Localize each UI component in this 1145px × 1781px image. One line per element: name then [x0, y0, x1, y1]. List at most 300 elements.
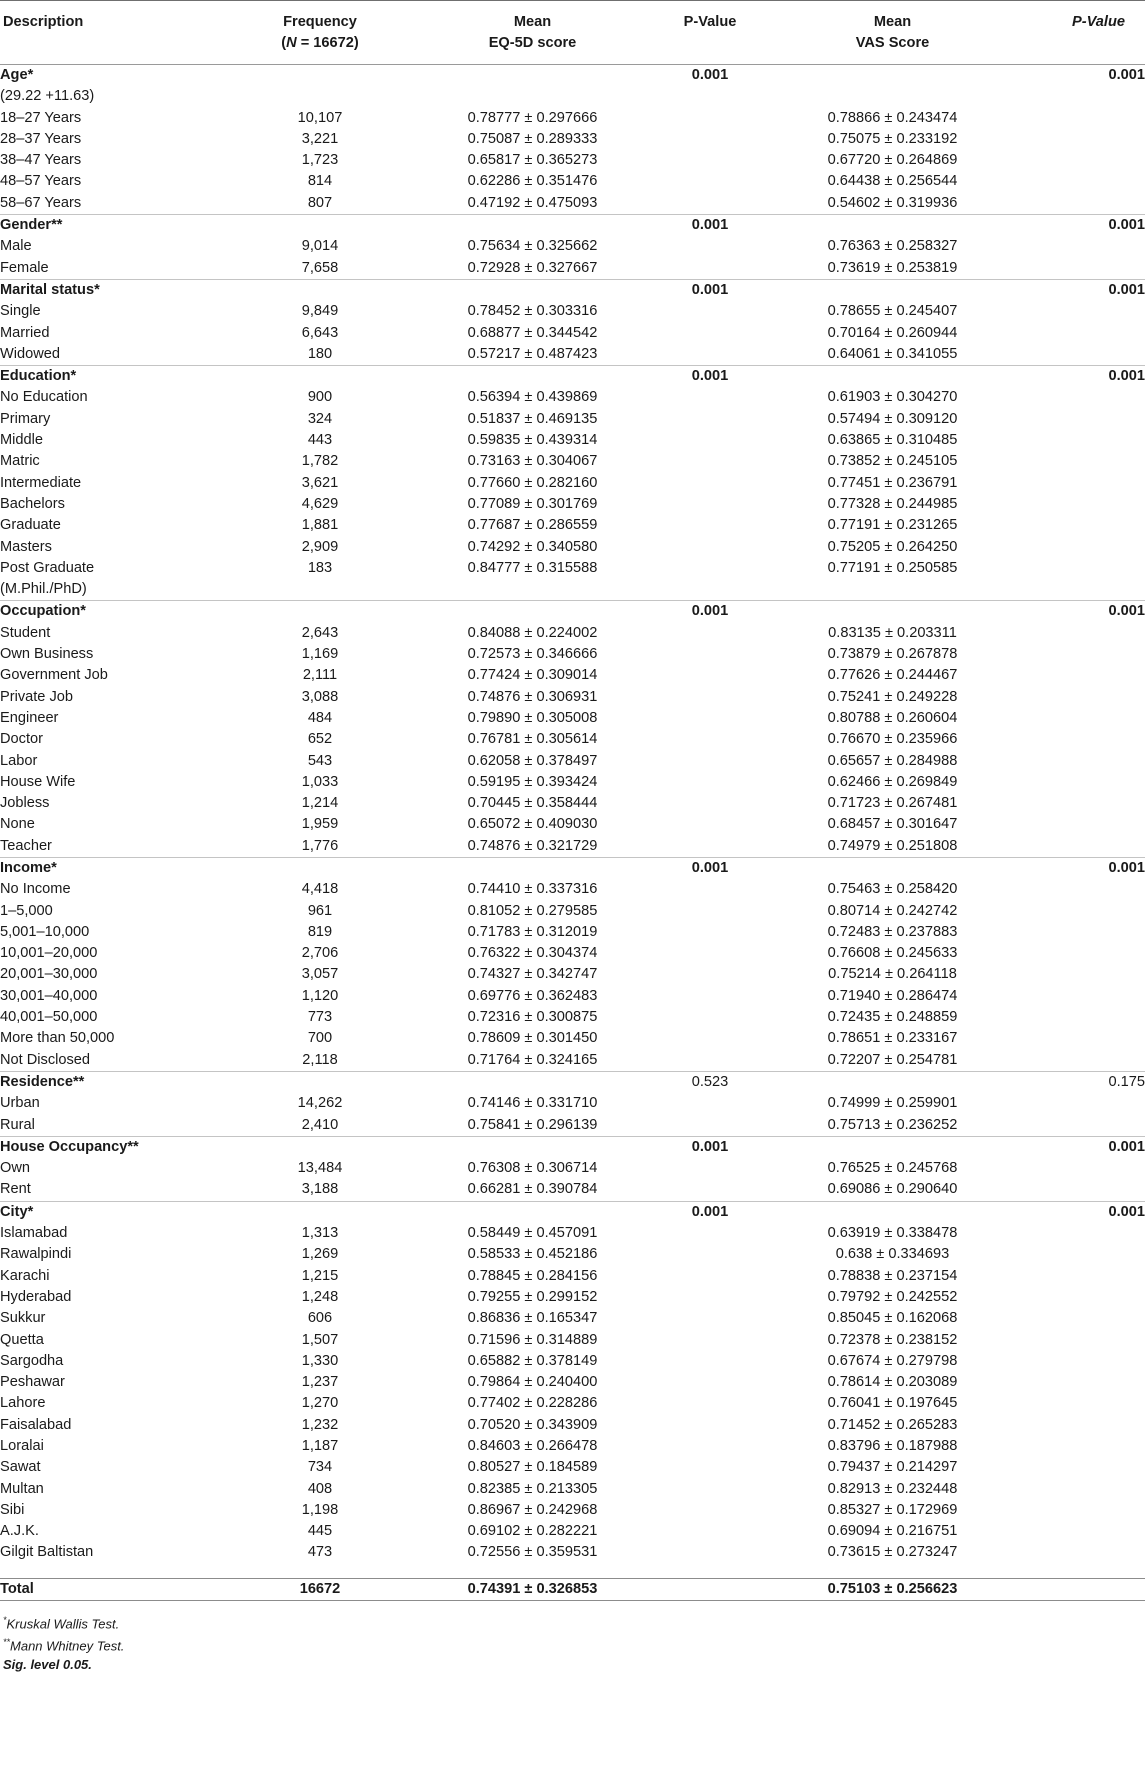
- row-frequency: 773: [307, 1009, 333, 1026]
- row-pvalue-empty: [650, 708, 770, 729]
- row-vas-mean: 0.72483 ± 0.237883: [827, 923, 958, 940]
- row-frequency: 1,507: [301, 1331, 339, 1348]
- spacer-row: [0, 1564, 1145, 1579]
- row-eq5d-mean: 0.69102 ± 0.282221: [467, 1523, 598, 1540]
- row-frequency: 324: [307, 410, 333, 427]
- row-frequency: 1,198: [301, 1501, 339, 1518]
- row-vas-mean: 0.67674 ± 0.279798: [827, 1352, 958, 1369]
- row-vas-mean: 0.63919 ± 0.338478: [827, 1225, 958, 1242]
- row-vas-mean: 0.76363 ± 0.258327: [827, 238, 958, 255]
- row-pvalue-empty: [1015, 344, 1145, 366]
- row-vas-mean: 0.76041 ± 0.197645: [827, 1395, 958, 1412]
- row-frequency: 14,262: [297, 1095, 343, 1112]
- row-frequency: 2,111: [302, 667, 338, 684]
- row-pvalue-empty: [650, 579, 770, 601]
- total-empty-cell: [650, 1578, 770, 1600]
- row-description: Graduate: [0, 517, 61, 534]
- table-row: [0, 1457, 1145, 1478]
- row-pvalue-empty: [1015, 986, 1145, 1007]
- row-description: More than 50,000: [0, 1030, 115, 1047]
- row-pvalue-empty: [650, 537, 770, 558]
- table-row: [0, 901, 1145, 922]
- group-empty-cell: [415, 1136, 650, 1158]
- row-eq5d-mean: 0.78452 ± 0.303316: [467, 303, 598, 320]
- row-pvalue-empty: [650, 344, 770, 366]
- row-vas-mean: 0.69086 ± 0.290640: [827, 1181, 958, 1198]
- row-eq5d-mean: 0.77402 ± 0.228286: [467, 1395, 598, 1412]
- row-vas-mean: 0.85327 ± 0.172969: [827, 1501, 958, 1518]
- row-pvalue-empty: [1015, 537, 1145, 558]
- row-vas-mean: 0.70164 ± 0.260944: [827, 324, 958, 341]
- row-pvalue-empty: [1015, 1158, 1145, 1179]
- total-frequency: 16672: [225, 1578, 415, 1600]
- spacer-cell: [225, 1564, 415, 1579]
- row-vas-mean: 0.80788 ± 0.260604: [827, 709, 958, 726]
- row-description: (M.Phil./PhD): [0, 581, 87, 598]
- row-description: Rent: [0, 1181, 31, 1198]
- row-eq5d-mean: 0.78777 ± 0.297666: [467, 109, 598, 126]
- table-row: [0, 323, 1145, 344]
- row-eq5d-mean: 0.84603 ± 0.266478: [467, 1438, 598, 1454]
- row-eq5d-mean: 0.75841 ± 0.296139: [467, 1116, 598, 1133]
- group-name: [0, 366, 225, 388]
- row-eq5d-mean: 0.62058 ± 0.378497: [467, 752, 598, 769]
- row-pvalue-empty: [1015, 644, 1145, 665]
- row-description: Middle: [0, 432, 43, 449]
- row-description: Single: [0, 303, 41, 320]
- row-eq5d-mean: 0.79255 ± 0.299152: [467, 1288, 598, 1305]
- group-empty-cell: [415, 601, 650, 623]
- row-frequency: 1,033: [301, 773, 339, 790]
- row-frequency: 1,881: [301, 517, 339, 534]
- row-vas-mean: 0.74979 ± 0.251808: [827, 837, 958, 854]
- row-pvalue-empty: [650, 1223, 770, 1244]
- footnote-mann: **Mann Whitney Test.: [3, 1637, 125, 1654]
- row-frequency: 1,782: [301, 453, 339, 470]
- row-eq5d-mean: 0.74876 ± 0.306931: [467, 688, 598, 705]
- table-row: [0, 964, 1145, 985]
- row-pvalue-empty: [1015, 1500, 1145, 1521]
- row-pvalue-empty: [650, 665, 770, 686]
- row-pvalue-empty: [1015, 772, 1145, 793]
- group-empty-cell: [415, 366, 650, 388]
- row-description: Primary: [0, 410, 51, 427]
- row-description: Married: [0, 324, 50, 341]
- row-description: 20,001–30,000: [0, 966, 98, 983]
- row-eq5d-mean: 0.71783 ± 0.312019: [467, 923, 598, 940]
- row-pvalue-empty: [650, 409, 770, 430]
- row-pvalue-empty: [1015, 1372, 1145, 1393]
- row-vas-mean: 0.78838 ± 0.237154: [827, 1267, 958, 1284]
- row-frequency: 543: [307, 752, 333, 769]
- row-frequency: 1,248: [301, 1288, 339, 1305]
- spacer-cell: [650, 1564, 770, 1579]
- row-description: Engineer: [0, 709, 59, 726]
- row-frequency: 1,313: [301, 1225, 339, 1242]
- row-description: 1–5,000: [0, 902, 53, 919]
- group-header-row: [0, 1071, 1145, 1093]
- total-eq5d: 0.74391 ± 0.326853: [415, 1578, 650, 1600]
- row-vas-mean: 0.63865 ± 0.310485: [827, 432, 958, 449]
- row-vas-mean: 0.72207 ± 0.254781: [827, 1051, 958, 1068]
- table-row: [0, 943, 1145, 964]
- row-pvalue-empty: [650, 1115, 770, 1137]
- row-pvalue-empty: [1015, 1287, 1145, 1308]
- group-header-row: [0, 215, 1145, 237]
- row-pvalue-empty: [1015, 108, 1145, 129]
- row-frequency: 2,706: [301, 945, 339, 962]
- group-empty-cell: [415, 215, 650, 237]
- row-pvalue-empty: [650, 1007, 770, 1028]
- group-header-row: [0, 601, 1145, 623]
- row-pvalue-empty: [1015, 879, 1145, 900]
- row-eq5d-mean: 0.51837 ± 0.469135: [467, 410, 598, 427]
- col-eq5d-header: [415, 1, 650, 65]
- row-frequency: 814: [307, 173, 333, 190]
- row-frequency: 1,270: [301, 1395, 339, 1412]
- footnote-kruskal: *Kruskal Wallis Test.: [3, 1615, 120, 1632]
- row-frequency: 2,410: [301, 1116, 339, 1133]
- eq5d-header-line2: EQ-5D score: [488, 35, 577, 51]
- group-pvalue-vas: 0.001: [1015, 366, 1145, 388]
- table-row: [0, 129, 1145, 150]
- row-pvalue-empty: [1015, 558, 1145, 579]
- row-pvalue-empty: [650, 964, 770, 985]
- group-label: House Occupancy**: [0, 1138, 139, 1155]
- row-pvalue-empty: [650, 301, 770, 322]
- table-header-row: [0, 1, 1145, 65]
- footnotes: [3, 1611, 124, 1674]
- row-pvalue-empty: [650, 1479, 770, 1500]
- row-vas-mean: 0.78866 ± 0.243474: [827, 109, 958, 126]
- row-pvalue-empty: [1015, 258, 1145, 280]
- row-pvalue-empty: [650, 387, 770, 408]
- row-eq5d-mean: 0.69776 ± 0.362483: [467, 987, 598, 1004]
- row-description: Sargodha: [0, 1352, 64, 1369]
- group-label: Gender**: [0, 217, 63, 234]
- table-row: [0, 515, 1145, 536]
- group-empty-cell: [225, 601, 415, 623]
- table-row: [0, 836, 1145, 858]
- row-eq5d-mean: 0.74292 ± 0.340580: [467, 538, 598, 555]
- spacer-cell: [770, 1564, 1015, 1579]
- row-pvalue-empty: [1015, 687, 1145, 708]
- row-frequency: 10,107: [297, 109, 343, 126]
- row-vas-mean: 0.73852 ± 0.245105: [827, 453, 958, 470]
- row-frequency: 445: [307, 1523, 333, 1540]
- row-pvalue-empty: [1015, 579, 1145, 601]
- row-vas-mean: 0.61903 ± 0.304270: [827, 389, 958, 406]
- col-frequency-header: [225, 1, 415, 65]
- row-pvalue-empty: [650, 751, 770, 772]
- row-frequency: 1,237: [301, 1374, 339, 1391]
- row-description: Islamabad: [0, 1225, 68, 1242]
- row-pvalue-empty: [1015, 1436, 1145, 1457]
- row-pvalue-empty: [650, 836, 770, 858]
- table-row: [0, 879, 1145, 900]
- row-vas-mean: 0.64061 ± 0.341055: [827, 345, 958, 362]
- row-vas-mean: 0.76525 ± 0.245768: [827, 1160, 958, 1177]
- group-name: [0, 279, 225, 301]
- row-pvalue-empty: [650, 1457, 770, 1478]
- row-description: Masters: [0, 538, 52, 555]
- row-eq5d-mean: 0.84088 ± 0.224002: [467, 624, 598, 641]
- row-pvalue-empty: [650, 623, 770, 644]
- group-empty-cell: [415, 279, 650, 301]
- row-pvalue-empty: [1015, 1542, 1145, 1563]
- row-vas-mean: 0.75713 ± 0.236252: [827, 1116, 958, 1133]
- row-pvalue-empty: [1015, 943, 1145, 964]
- row-pvalue-empty: [1015, 193, 1145, 215]
- row-pvalue-empty: [650, 986, 770, 1007]
- row-description: Loralai: [0, 1438, 44, 1454]
- table-row: [0, 708, 1145, 729]
- row-eq5d-mean: 0.76781 ± 0.305614: [467, 731, 598, 748]
- row-eq5d-mean: 0.79890 ± 0.305008: [467, 709, 598, 726]
- row-pvalue-empty: [1015, 171, 1145, 192]
- row-pvalue-empty: [650, 1415, 770, 1436]
- row-frequency: 1,269: [301, 1246, 339, 1263]
- row-vas-mean: 0.83135 ± 0.203311: [828, 624, 957, 641]
- group-name: [0, 215, 225, 237]
- row-eq5d-mean: 0.70520 ± 0.343909: [467, 1416, 598, 1433]
- row-pvalue-empty: [650, 687, 770, 708]
- row-description: Male: [0, 238, 32, 255]
- group-empty-cell: [225, 857, 415, 879]
- row-pvalue-empty: [650, 1179, 770, 1201]
- group-header-row: [0, 65, 1145, 108]
- row-pvalue-empty: [1015, 1351, 1145, 1372]
- table-row: [0, 729, 1145, 750]
- row-pvalue-empty: [1015, 1521, 1145, 1542]
- row-pvalue-empty: [1015, 473, 1145, 494]
- table-row: [0, 623, 1145, 644]
- group-header-row: [0, 1201, 1145, 1223]
- row-eq5d-mean: 0.58533 ± 0.452186: [467, 1246, 598, 1263]
- table-row: [0, 108, 1145, 129]
- table-row: [0, 1028, 1145, 1049]
- group-pvalue-eq5d: 0.001: [650, 601, 770, 623]
- row-pvalue-empty: [650, 1158, 770, 1179]
- row-description: Widowed: [0, 345, 61, 362]
- group-pvalue-eq5d: 0.001: [650, 279, 770, 301]
- row-pvalue-empty: [650, 1093, 770, 1114]
- group-name: [0, 1201, 225, 1223]
- row-pvalue-empty: [1015, 708, 1145, 729]
- frequency-header-n: (N = 16672): [281, 35, 359, 51]
- row-frequency: 13,484: [297, 1160, 343, 1177]
- row-description: Sibi: [0, 1501, 25, 1518]
- row-pvalue-empty: [650, 430, 770, 451]
- group-pvalue-vas: 0.001: [1015, 857, 1145, 879]
- row-description: Female: [0, 259, 49, 276]
- table-row: [0, 1393, 1145, 1414]
- row-pvalue-empty: [650, 1393, 770, 1414]
- row-eq5d-mean: 0.86836 ± 0.165347: [467, 1310, 598, 1327]
- row-pvalue-empty: [650, 150, 770, 171]
- row-description: Government Job: [0, 667, 108, 684]
- table-row: [0, 494, 1145, 515]
- row-frequency: 3,057: [301, 966, 339, 983]
- row-pvalue-empty: [650, 129, 770, 150]
- row-description: Quetta: [0, 1331, 44, 1348]
- row-description: Multan: [0, 1480, 44, 1497]
- group-empty-cell: [415, 1201, 650, 1223]
- table-row: [0, 1115, 1145, 1137]
- row-description: Not Disclosed: [0, 1051, 91, 1068]
- vas-header-line1: Mean: [873, 14, 912, 30]
- table-row: [0, 171, 1145, 192]
- row-description: Private Job: [0, 688, 74, 705]
- row-pvalue-empty: [1015, 451, 1145, 472]
- row-frequency: 652: [307, 731, 333, 748]
- row-pvalue-empty: [650, 1351, 770, 1372]
- row-description: Labor: [0, 752, 38, 769]
- group-label: Residence**: [0, 1073, 85, 1090]
- row-eq5d-mean: 0.72573 ± 0.346666: [467, 646, 598, 663]
- row-pvalue-empty: [1015, 1115, 1145, 1137]
- total-empty-cell: [1015, 1578, 1145, 1600]
- row-vas-mean: 0.85045 ± 0.162068: [827, 1310, 958, 1327]
- row-pvalue-empty: [1015, 1479, 1145, 1500]
- row-eq5d-mean: 0.74146 ± 0.331710: [467, 1095, 598, 1112]
- row-vas-mean: 0.77328 ± 0.244985: [827, 495, 958, 512]
- row-frequency: 1,330: [301, 1352, 339, 1369]
- table-row: [0, 150, 1145, 171]
- row-vas-mean: 0.638 ± 0.334693: [835, 1246, 950, 1263]
- row-pvalue-empty: [650, 1266, 770, 1287]
- row-eq5d-mean: 0.76322 ± 0.304374: [467, 945, 598, 962]
- row-pvalue-empty: [1015, 1457, 1145, 1478]
- row-pvalue-empty: [1015, 301, 1145, 322]
- row-vas-mean: 0.75075 ± 0.233192: [827, 130, 958, 147]
- row-vas-mean: 0.74999 ± 0.259901: [827, 1095, 958, 1112]
- row-vas-mean: 0.57494 ± 0.309120: [827, 410, 958, 427]
- row-eq5d-mean: 0.76308 ± 0.306714: [467, 1160, 598, 1177]
- row-eq5d-mean: 0.73163 ± 0.304067: [467, 453, 598, 470]
- row-eq5d-mean: 0.65817 ± 0.365273: [467, 152, 598, 169]
- row-frequency: 1,723: [301, 152, 339, 169]
- row-eq5d-mean: 0.65072 ± 0.409030: [467, 816, 598, 833]
- row-frequency: 807: [307, 194, 333, 211]
- row-pvalue-empty: [1015, 751, 1145, 772]
- row-description: Faisalabad: [0, 1416, 72, 1433]
- row-frequency: 700: [307, 1030, 333, 1047]
- row-pvalue-empty: [1015, 1028, 1145, 1049]
- row-pvalue-empty: [1015, 1330, 1145, 1351]
- row-pvalue-empty: [1015, 1179, 1145, 1201]
- row-description: Rawalpindi: [0, 1246, 72, 1263]
- row-eq5d-mean: 0.86967 ± 0.242968: [467, 1501, 598, 1518]
- spacer-cell: [415, 1564, 650, 1579]
- row-description: None: [0, 816, 35, 833]
- row-vas-mean: 0.75241 ± 0.249228: [827, 688, 958, 705]
- row-eq5d-mean: 0.79864 ± 0.240400: [467, 1374, 598, 1391]
- row-vas-mean: 0.64438 ± 0.256544: [827, 173, 958, 190]
- table-row: [0, 1287, 1145, 1308]
- row-pvalue-empty: [650, 772, 770, 793]
- row-vas-mean: 0.68457 ± 0.301647: [827, 816, 958, 833]
- group-name: [0, 1071, 225, 1093]
- row-frequency: 3,221: [301, 130, 339, 147]
- table-row: [0, 814, 1145, 835]
- row-vas-mean: 0.80714 ± 0.242742: [827, 902, 958, 919]
- row-frequency: 183: [307, 559, 333, 576]
- group-pvalue-vas: 0.001: [1015, 601, 1145, 623]
- row-pvalue-empty: [650, 879, 770, 900]
- row-vas-mean: 0.71940 ± 0.286474: [827, 987, 958, 1004]
- row-vas-mean: 0.83796 ± 0.187988: [827, 1438, 958, 1454]
- row-pvalue-empty: [650, 1521, 770, 1542]
- row-pvalue-empty: [1015, 1244, 1145, 1265]
- table-row: [0, 258, 1145, 280]
- row-eq5d-mean: 0.47192 ± 0.475093: [467, 194, 598, 211]
- table-row: [0, 1223, 1145, 1244]
- row-frequency: 961: [307, 902, 333, 919]
- row-pvalue-empty: [1015, 1308, 1145, 1329]
- row-vas-mean: 0.72378 ± 0.238152: [827, 1331, 958, 1348]
- row-eq5d-mean: 0.77660 ± 0.282160: [467, 474, 598, 491]
- row-pvalue-empty: [1015, 236, 1145, 257]
- row-eq5d-mean: 0.72316 ± 0.300875: [467, 1009, 598, 1026]
- table-row: [0, 1244, 1145, 1265]
- group-pvalue-eq5d: 0.001: [650, 1136, 770, 1158]
- table-row: [0, 387, 1145, 408]
- row-vas-mean: 0.75205 ± 0.264250: [827, 538, 958, 555]
- group-empty-cell: [415, 1071, 650, 1093]
- row-frequency: 819: [307, 923, 333, 940]
- spacer-cell: [0, 1564, 225, 1579]
- row-frequency: 3,621: [301, 474, 339, 491]
- row-description: Gilgit Baltistan: [0, 1544, 94, 1561]
- group-pvalue-vas: 0.175: [1015, 1071, 1145, 1093]
- group-pvalue-eq5d: 0.001: [650, 857, 770, 879]
- row-pvalue-empty: [650, 901, 770, 922]
- row-frequency: 473: [307, 1544, 333, 1561]
- table-row: [0, 922, 1145, 943]
- table-row: [0, 1158, 1145, 1179]
- frequency-header-label: Frequency: [283, 14, 357, 30]
- row-description: Urban: [0, 1095, 40, 1112]
- table-row: [0, 1351, 1145, 1372]
- row-vas-mean: 0.76608 ± 0.245633: [827, 945, 958, 962]
- row-vas-mean: 0.75463 ± 0.258420: [827, 881, 958, 898]
- row-pvalue-empty: [1015, 387, 1145, 408]
- row-pvalue-empty: [1015, 1093, 1145, 1114]
- row-frequency: 1,187: [301, 1438, 339, 1454]
- row-pvalue-empty: [650, 1244, 770, 1265]
- row-frequency: 4,629: [301, 495, 339, 512]
- row-eq5d-mean: 0.74327 ± 0.342747: [467, 966, 598, 983]
- row-frequency: 1,232: [301, 1416, 339, 1433]
- group-empty-cell: [225, 1201, 415, 1223]
- row-eq5d-mean: 0.77089 ± 0.301769: [467, 495, 598, 512]
- spacer-cell: [1015, 1564, 1145, 1579]
- row-eq5d-mean: 0.77687 ± 0.286559: [467, 517, 598, 534]
- table-row: [0, 751, 1145, 772]
- row-description: 18–27 Years: [0, 109, 82, 126]
- row-vas-mean: 0.82913 ± 0.232448: [827, 1480, 958, 1497]
- row-vas-mean: 0.71452 ± 0.265283: [827, 1416, 958, 1433]
- row-pvalue-empty: [650, 558, 770, 579]
- row-description: A.J.K.: [0, 1523, 39, 1540]
- row-vas-mean: 0.76670 ± 0.235966: [827, 731, 958, 748]
- table-row: [0, 665, 1145, 686]
- row-eq5d-mean: 0.71596 ± 0.314889: [467, 1331, 598, 1348]
- row-pvalue-empty: [650, 1500, 770, 1521]
- row-description: Hyderabad: [0, 1288, 72, 1305]
- row-pvalue-empty: [650, 1050, 770, 1072]
